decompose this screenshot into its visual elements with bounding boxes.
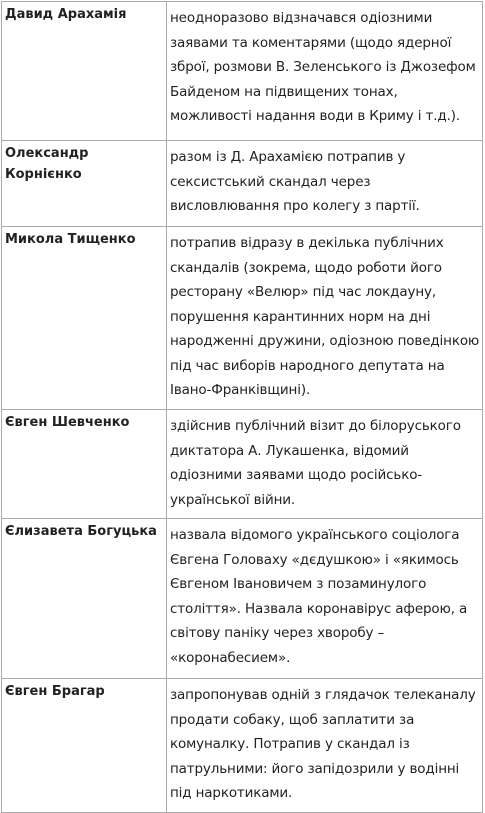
table-row [2,519,483,679]
person-description: неодноразово відзначався одіозними заявами та коментарями (щодо ядерної зброї, розмови В. Зеленського із Джозефом Байденом на підвищених тонах, можливості надання води в Криму і т.д.). [167,2,483,141]
person-name: Микола Тищенко [2,227,167,410]
table-row [2,227,483,410]
person-name: Давид Арахамія [2,2,167,141]
person-description: запропонував одній з глядачок телеканалу продати собаку, щоб заплатити за комуналку. Потрапив у скандал із патрульними: його запідозрили у водінні під наркотиками. [167,679,483,813]
table-row [2,410,483,519]
person-description: разом із Д. Арахамією потрапив у сексистський скандал через висловлювання про колегу з партії. [167,141,483,227]
person-name: Олександр Корнієнко [2,141,167,227]
deputies-table [1,1,483,813]
person-name: Євген Шевченко [2,410,167,519]
person-description: здійснив публічний візит до білоруського диктатора А. Лукашенка, відомий одіозними заявами щодо російсько-української війни. [167,410,483,519]
person-name: Євген Брагар [2,679,167,813]
person-description: потрапив відразу в декілька публічних скандалів (зокрема, щодо роботи його ресторану «Велюр» під час локдауну, порушення карантинних норм на дні народженні дружини, одіозною поведінкою під час виборів народного депутата на Івано-Франківщині). [167,227,483,410]
table-row [2,141,483,227]
table-row [2,2,483,141]
table-row [2,679,483,813]
person-name: Єлизавета Богуцька [2,519,167,679]
person-description: назвала відомого українського соціолога Євгена Головаху «дєдушкою» і «якимось Євгеном Івановичем з позаминулого століття». Назвала коронавірус аферою, а світову паніку через хворобу – «коронабесием». [167,519,483,679]
